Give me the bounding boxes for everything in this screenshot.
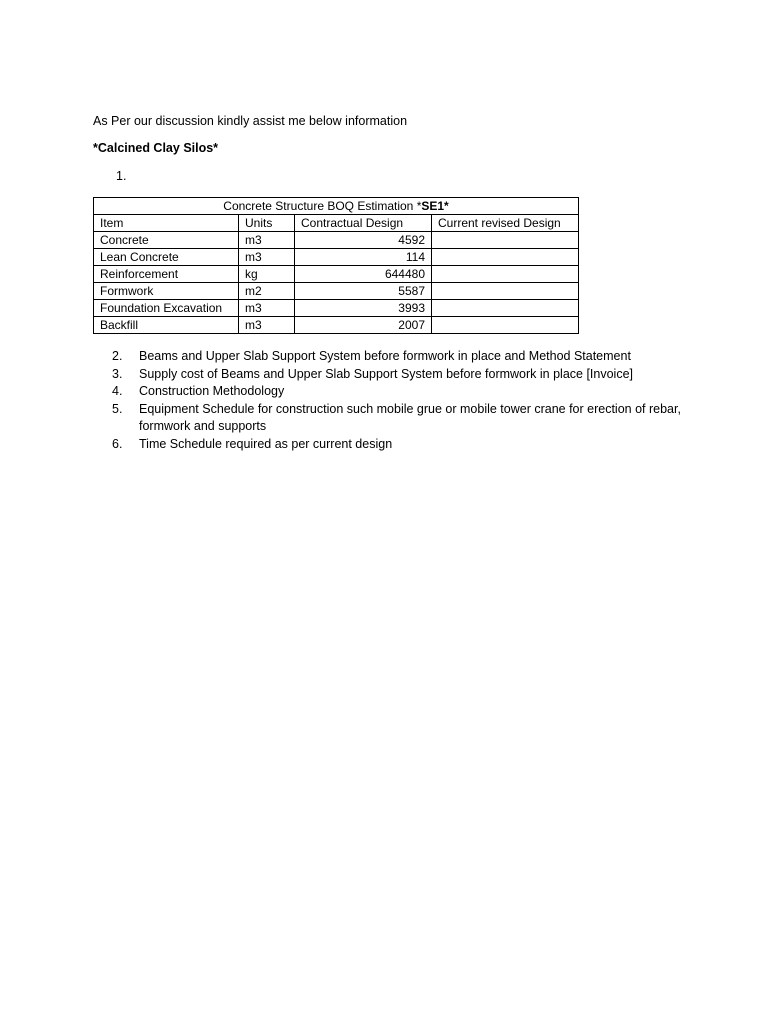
list-item-text: Beams and Upper Slab Support System before formwork in place and Method Statement [139, 349, 631, 363]
cell-item: Reinforcement [94, 266, 239, 283]
numbered-list [112, 348, 692, 453]
cell-item: Backfill [94, 317, 239, 334]
table-row [94, 300, 579, 317]
cell-contractual: 114 [295, 249, 432, 266]
section-heading: *Calcined Clay Silos* [93, 141, 219, 155]
table-row [94, 317, 579, 334]
list-item-number: 6. [112, 436, 123, 451]
cell-revised [432, 266, 579, 283]
table-title-code: SE1* [421, 199, 449, 213]
table-title-row [94, 198, 579, 215]
table-row [94, 266, 579, 283]
column-header-contractual: Contractual Design [295, 215, 432, 232]
list-item [112, 436, 692, 454]
column-header-item: Item [94, 215, 239, 232]
cell-units: kg [239, 266, 295, 283]
table-row [94, 232, 579, 249]
cell-item: Formwork [94, 283, 239, 300]
list-item-number: 4. [112, 384, 123, 398]
list-item [112, 401, 692, 436]
list-number-1: 1. [116, 169, 127, 183]
list-item [112, 366, 692, 384]
cell-revised [432, 317, 579, 334]
list-item-number: 3. [112, 366, 123, 381]
cell-item: Lean Concrete [94, 249, 239, 266]
table-row [94, 283, 579, 300]
cell-revised [432, 249, 579, 266]
cell-contractual: 5587 [295, 283, 432, 300]
cell-units: m2 [239, 283, 295, 300]
cell-units: m3 [239, 317, 295, 334]
list-item-text: Time Schedule required as per current design [139, 436, 393, 451]
list-item-number: 2. [112, 349, 123, 363]
list-item [112, 348, 692, 366]
column-header-units: Units [239, 215, 295, 232]
cell-units: m3 [239, 232, 295, 249]
list-item-text: Equipment Schedule for construction such mobile grue or mobile tower crane for erection of rebar, formwork and supports [139, 401, 681, 433]
table-title-prefix: Concrete Structure BOQ Estimation * [223, 199, 422, 213]
list-item-number: 5. [112, 401, 123, 416]
list-item [112, 383, 692, 401]
cell-revised [432, 283, 579, 300]
cell-contractual: 644480 [295, 266, 432, 283]
cell-item: Concrete [94, 232, 239, 249]
column-header-revised: Current revised Design [432, 215, 579, 232]
cell-units: m3 [239, 300, 295, 317]
cell-revised [432, 300, 579, 317]
intro-text: As Per our discussion kindly assist me below information [93, 114, 408, 128]
cell-contractual: 3993 [295, 300, 432, 317]
table-header-row [94, 215, 579, 232]
boq-table [93, 197, 579, 334]
list-item-text: Construction Methodology [139, 384, 285, 398]
table-row [94, 249, 579, 266]
cell-contractual: 4592 [295, 232, 432, 249]
list-item-text: Supply cost of Beams and Upper Slab Support System before formwork in place [Invoice] [139, 366, 633, 381]
table-title [94, 198, 579, 215]
cell-item: Foundation Excavation [94, 300, 239, 317]
cell-revised [432, 232, 579, 249]
cell-units: m3 [239, 249, 295, 266]
cell-contractual: 2007 [295, 317, 432, 334]
